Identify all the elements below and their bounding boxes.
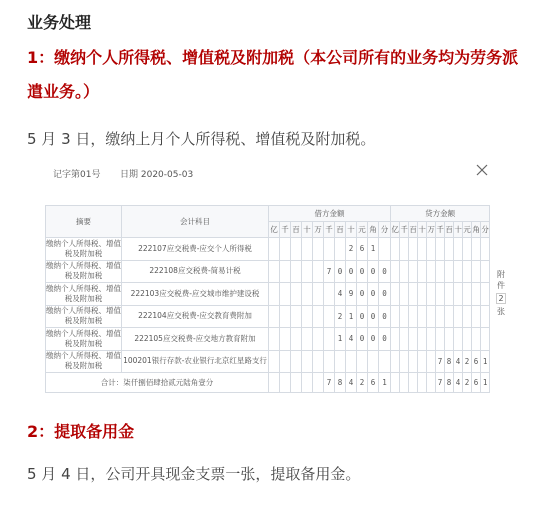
debit-digit-cell: 0: [357, 283, 368, 306]
credit-digit-cell: [445, 305, 454, 328]
credit-digit-cell: [409, 260, 418, 283]
col-credit-header: 贷方金额: [391, 206, 490, 222]
debit-digit-cell: [302, 260, 313, 283]
debit-digit-cell: 7: [324, 373, 335, 393]
entry-account[interactable]: 222105应交税费-应交地方教育附加: [122, 328, 269, 351]
credit-digit-cell: [427, 260, 436, 283]
debit-digit-cell: [280, 350, 291, 373]
credit-digit-cell: [472, 283, 481, 306]
credit-digit-cell: 8: [445, 350, 454, 373]
credit-digit-cell: [400, 350, 409, 373]
credit-digit-cell: 4: [454, 373, 463, 393]
debit-digit-cell: 0: [379, 328, 391, 351]
debit-unit-header: 百: [291, 222, 302, 238]
debit-digit-cell: 6: [357, 238, 368, 261]
section-title: 业务处理: [27, 13, 92, 32]
credit-digit-cell: [472, 260, 481, 283]
debit-digit-cell: [269, 373, 280, 393]
debit-digit-cell: [269, 350, 280, 373]
voucher-date: 日期 2020-05-03: [120, 170, 194, 180]
debit-digit-cell: [280, 373, 291, 393]
debit-digit-cell: [379, 350, 391, 373]
debit-digit-cell: [324, 350, 335, 373]
debit-unit-header: 元: [357, 222, 368, 238]
debit-digit-cell: 0: [368, 260, 379, 283]
debit-digit-cell: [302, 328, 313, 351]
credit-unit-header: 百: [409, 222, 418, 238]
debit-digit-cell: 0: [379, 305, 391, 328]
credit-unit-header: 元: [463, 222, 472, 238]
debit-digit-cell: [324, 328, 335, 351]
debit-unit-header: 十: [346, 222, 357, 238]
credit-unit-header: 分: [481, 222, 490, 238]
credit-digit-cell: [445, 260, 454, 283]
debit-digit-cell: 1: [346, 305, 357, 328]
credit-digit-cell: [472, 238, 481, 261]
debit-digit-cell: [335, 238, 346, 261]
debit-digit-cell: [291, 305, 302, 328]
entry-account[interactable]: 222108应交税费-简易计税: [122, 260, 269, 283]
voucher-table: [45, 205, 490, 393]
debit-unit-header: 千: [324, 222, 335, 238]
debit-digit-cell: 0: [368, 283, 379, 306]
debit-unit-header: 万: [313, 222, 324, 238]
credit-digit-cell: [418, 260, 427, 283]
credit-digit-cell: [481, 238, 490, 261]
credit-digit-cell: [472, 328, 481, 351]
credit-digit-cell: [391, 373, 400, 393]
voucher-entry-row: [46, 328, 490, 351]
credit-digit-cell: [400, 373, 409, 393]
debit-digit-cell: [269, 328, 280, 351]
credit-digit-cell: [418, 328, 427, 351]
debit-digit-cell: [302, 373, 313, 393]
debit-digit-cell: [357, 350, 368, 373]
attach-label: 张: [497, 307, 505, 316]
credit-digit-cell: [418, 305, 427, 328]
debit-digit-cell: [280, 305, 291, 328]
credit-digit-cell: 1: [481, 350, 490, 373]
voucher-number: 记字第01号: [53, 170, 101, 180]
debit-digit-cell: [324, 305, 335, 328]
credit-digit-cell: 8: [445, 373, 454, 393]
heading-2: 2：提取备用金: [27, 422, 135, 441]
credit-digit-cell: [409, 350, 418, 373]
credit-digit-cell: [454, 328, 463, 351]
col-account-header: 会计科目: [122, 206, 269, 238]
credit-digit-cell: [481, 305, 490, 328]
debit-digit-cell: [313, 283, 324, 306]
voucher-entry-row: [46, 260, 490, 283]
col-summary-header: 摘要: [46, 206, 122, 238]
debit-digit-cell: [280, 260, 291, 283]
debit-digit-cell: [313, 238, 324, 261]
entry-account[interactable]: 222104应交税费-应交教育费附加: [122, 305, 269, 328]
credit-digit-cell: [400, 328, 409, 351]
credit-digit-cell: [391, 328, 400, 351]
credit-digit-cell: [445, 283, 454, 306]
debit-digit-cell: [368, 350, 379, 373]
debit-digit-cell: [269, 238, 280, 261]
credit-digit-cell: [454, 305, 463, 328]
credit-digit-cell: [418, 283, 427, 306]
credit-digit-cell: [427, 328, 436, 351]
credit-digit-cell: [463, 328, 472, 351]
credit-digit-cell: 7: [436, 350, 445, 373]
credit-digit-cell: [481, 328, 490, 351]
voucher: [45, 157, 505, 407]
debit-digit-cell: 0: [368, 328, 379, 351]
debit-digit-cell: [346, 350, 357, 373]
debit-digit-cell: 4: [346, 373, 357, 393]
credit-digit-cell: 4: [454, 350, 463, 373]
debit-digit-cell: [379, 238, 391, 261]
credit-digit-cell: [427, 283, 436, 306]
entry-summary[interactable]: 缴纳个人所得税、增值税及附加税: [46, 260, 122, 283]
debit-digit-cell: [291, 260, 302, 283]
debit-digit-cell: [280, 238, 291, 261]
debit-unit-header: 千: [280, 222, 291, 238]
debit-digit-cell: 8: [335, 373, 346, 393]
close-icon[interactable]: [475, 163, 489, 177]
debit-digit-cell: 2: [357, 373, 368, 393]
attachment-count: [494, 269, 508, 317]
credit-unit-header: 角: [472, 222, 481, 238]
debit-digit-cell: 7: [324, 260, 335, 283]
debit-digit-cell: [291, 283, 302, 306]
credit-digit-cell: [391, 350, 400, 373]
debit-digit-cell: 0: [379, 283, 391, 306]
heading-1: 1：缴纳个人所得税、增值税及附加税（本公司所有的业务均为劳务派遣业务。）: [27, 48, 519, 101]
debit-digit-cell: [313, 373, 324, 393]
paragraph-1: 5 月 3 日，缴纳上月个人所得税、增值税及附加税。: [27, 130, 376, 148]
credit-digit-cell: [400, 305, 409, 328]
entry-summary[interactable]: 缴纳个人所得税、增值税及附加税: [46, 283, 122, 306]
debit-digit-cell: [269, 283, 280, 306]
credit-digit-cell: [445, 328, 454, 351]
credit-digit-cell: [436, 238, 445, 261]
debit-digit-cell: [291, 328, 302, 351]
credit-digit-cell: 6: [472, 373, 481, 393]
credit-digit-cell: [481, 283, 490, 306]
debit-digit-cell: 0: [357, 305, 368, 328]
credit-digit-cell: [427, 238, 436, 261]
debit-digit-cell: 0: [357, 328, 368, 351]
credit-digit-cell: [436, 283, 445, 306]
credit-digit-cell: [418, 373, 427, 393]
credit-digit-cell: [436, 260, 445, 283]
debit-digit-cell: [269, 260, 280, 283]
credit-digit-cell: [454, 238, 463, 261]
debit-digit-cell: [313, 328, 324, 351]
debit-digit-cell: [269, 305, 280, 328]
debit-digit-cell: 0: [346, 260, 357, 283]
debit-digit-cell: [291, 373, 302, 393]
total-label: 合计：柒仟捌佰肆拾贰元陆角壹分: [46, 373, 269, 393]
debit-digit-cell: [324, 238, 335, 261]
entry-account[interactable]: 100201银行存款-农业银行北京红星路支行: [122, 350, 269, 373]
debit-digit-cell: [313, 305, 324, 328]
voucher-entry-row: [46, 350, 490, 373]
credit-digit-cell: 1: [481, 373, 490, 393]
credit-digit-cell: [418, 238, 427, 261]
credit-unit-header: 十: [454, 222, 463, 238]
entry-summary[interactable]: 缴纳个人所得税、增值税及附加税: [46, 350, 122, 373]
credit-digit-cell: [427, 373, 436, 393]
debit-digit-cell: 0: [357, 260, 368, 283]
debit-digit-cell: [291, 350, 302, 373]
debit-unit-header: 角: [368, 222, 379, 238]
entry-account[interactable]: 222107应交税费-应交个人所得税: [122, 238, 269, 261]
voucher-entry-row: [46, 238, 490, 261]
credit-digit-cell: [463, 238, 472, 261]
debit-digit-cell: [302, 350, 313, 373]
entry-summary[interactable]: 缴纳个人所得税、增值税及附加税: [46, 305, 122, 328]
credit-digit-cell: [481, 260, 490, 283]
credit-digit-cell: [463, 260, 472, 283]
credit-digit-cell: [400, 260, 409, 283]
credit-digit-cell: [409, 328, 418, 351]
debit-digit-cell: [302, 238, 313, 261]
debit-digit-cell: [302, 283, 313, 306]
debit-digit-cell: 2: [335, 305, 346, 328]
debit-digit-cell: [324, 283, 335, 306]
credit-digit-cell: [391, 305, 400, 328]
credit-digit-cell: [427, 305, 436, 328]
voucher-entry-row: [46, 283, 490, 306]
attach-label: 件: [497, 281, 505, 290]
debit-digit-cell: 0: [379, 260, 391, 283]
attach-label: 附: [497, 270, 505, 279]
paragraph-2: 5 月 4 日，公司开具现金支票一张，提取备用金。: [27, 465, 361, 483]
debit-digit-cell: 6: [368, 373, 379, 393]
credit-unit-header: 千: [400, 222, 409, 238]
credit-digit-cell: [409, 373, 418, 393]
credit-unit-header: 千: [436, 222, 445, 238]
debit-digit-cell: [302, 305, 313, 328]
debit-unit-header: 十: [302, 222, 313, 238]
credit-digit-cell: [391, 260, 400, 283]
entry-account[interactable]: 222103应交税费-应交城市维护建设税: [122, 283, 269, 306]
credit-digit-cell: [472, 305, 481, 328]
credit-unit-header: 百: [445, 222, 454, 238]
credit-digit-cell: [409, 283, 418, 306]
debit-digit-cell: [280, 283, 291, 306]
debit-digit-cell: [313, 260, 324, 283]
debit-digit-cell: 0: [335, 260, 346, 283]
credit-digit-cell: 7: [436, 373, 445, 393]
credit-digit-cell: [427, 350, 436, 373]
debit-digit-cell: 1: [379, 373, 391, 393]
debit-unit-header: 分: [379, 222, 391, 238]
entry-summary[interactable]: 缴纳个人所得税、增值税及附加税: [46, 238, 122, 261]
debit-digit-cell: 0: [368, 305, 379, 328]
credit-digit-cell: 2: [463, 373, 472, 393]
credit-digit-cell: 6: [472, 350, 481, 373]
debit-digit-cell: 4: [346, 328, 357, 351]
debit-digit-cell: [335, 350, 346, 373]
credit-unit-header: 亿: [391, 222, 400, 238]
debit-digit-cell: [280, 328, 291, 351]
credit-digit-cell: 2: [463, 350, 472, 373]
debit-digit-cell: 1: [335, 328, 346, 351]
credit-digit-cell: [445, 238, 454, 261]
credit-digit-cell: [463, 305, 472, 328]
debit-unit-header: 百: [335, 222, 346, 238]
credit-unit-header: 万: [427, 222, 436, 238]
debit-digit-cell: [291, 238, 302, 261]
credit-digit-cell: [454, 283, 463, 306]
credit-digit-cell: [409, 305, 418, 328]
credit-digit-cell: [400, 238, 409, 261]
debit-digit-cell: 1: [368, 238, 379, 261]
credit-digit-cell: [454, 260, 463, 283]
voucher-entry-row: [46, 305, 490, 328]
credit-digit-cell: [436, 305, 445, 328]
debit-digit-cell: 9: [346, 283, 357, 306]
credit-digit-cell: [436, 328, 445, 351]
debit-digit-cell: [313, 350, 324, 373]
entry-summary[interactable]: 缴纳个人所得税、增值税及附加税: [46, 328, 122, 351]
credit-digit-cell: [409, 238, 418, 261]
credit-digit-cell: [391, 283, 400, 306]
debit-digit-cell: 2: [346, 238, 357, 261]
col-debit-header: 借方金额: [269, 206, 391, 222]
credit-digit-cell: [391, 238, 400, 261]
attach-count-box[interactable]: 2: [496, 293, 506, 304]
credit-digit-cell: [400, 283, 409, 306]
voucher-total-row: [46, 373, 490, 393]
debit-unit-header: 亿: [269, 222, 280, 238]
debit-digit-cell: 4: [335, 283, 346, 306]
credit-digit-cell: [418, 350, 427, 373]
credit-unit-header: 十: [418, 222, 427, 238]
credit-digit-cell: [463, 283, 472, 306]
